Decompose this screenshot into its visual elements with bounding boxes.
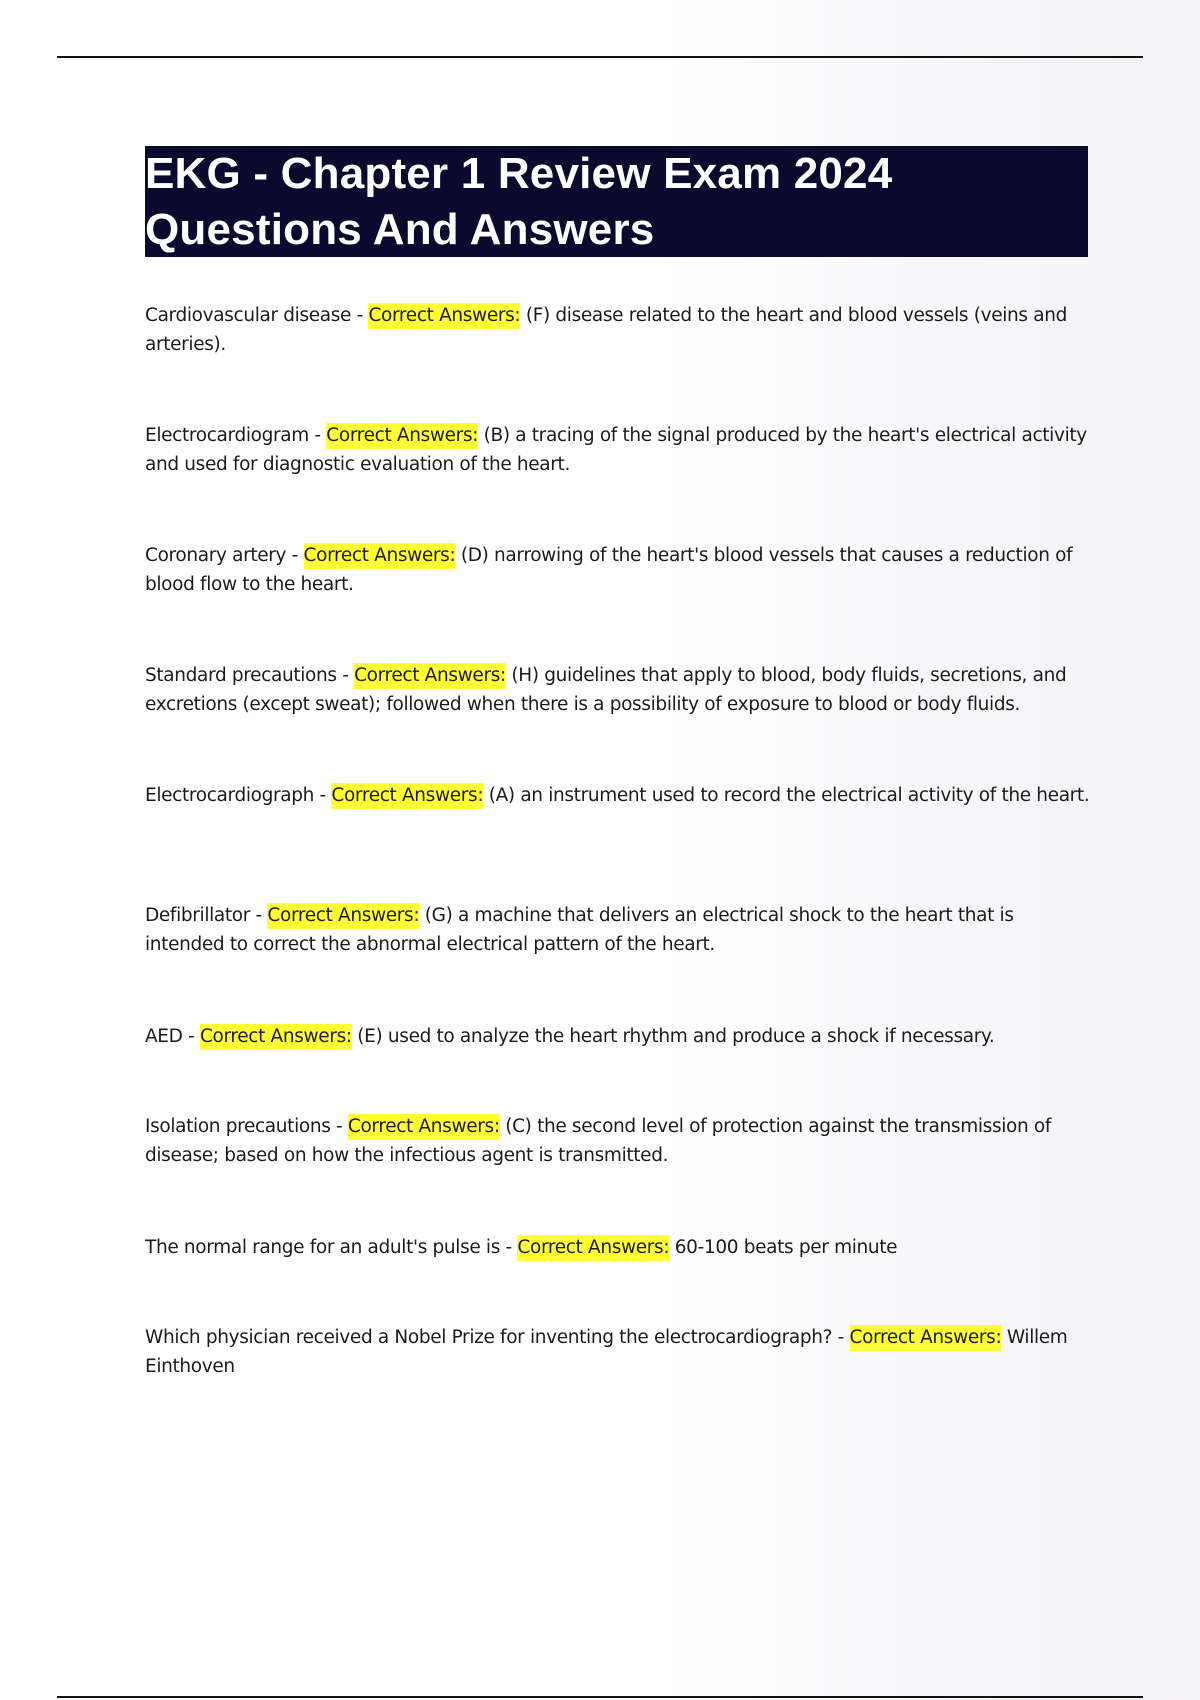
answer-label: Correct Answers:: [267, 903, 419, 929]
answer-label: Correct Answers:: [517, 1235, 669, 1261]
answer-label: Correct Answers:: [348, 1114, 500, 1140]
qa-item: [145, 1323, 1090, 1381]
question-text: The normal range for an adult's pulse is -: [145, 1237, 518, 1258]
answer-label: Correct Answers:: [304, 543, 456, 569]
question-text: Defibrillator -: [145, 905, 268, 926]
top-rule: [57, 56, 1143, 58]
answer-label: Correct Answers:: [354, 663, 506, 689]
qa-item: [145, 541, 1090, 599]
question-text: Coronary artery -: [145, 545, 304, 566]
answer-text: (B) a tracing of the signal produced by the heart's electrical activity and used for diagnostic evaluation of the heart.: [145, 425, 1087, 475]
answer-text: 60-100 beats per minute: [669, 1237, 898, 1258]
qa-item: [145, 1233, 1090, 1262]
qa-item: [145, 901, 1090, 959]
qa-item: [145, 661, 1090, 719]
question-text: Electrocardiogram -: [145, 425, 327, 446]
question-text: Cardiovascular disease -: [145, 305, 369, 326]
answer-label: Correct Answers:: [850, 1325, 1002, 1351]
answer-label: Correct Answers:: [326, 423, 478, 449]
qa-item: [145, 1112, 1090, 1170]
qa-item: [145, 1022, 1090, 1051]
question-text: AED -: [145, 1026, 200, 1047]
question-text: Electrocardiograph -: [145, 785, 332, 806]
answer-text: (F) disease related to the heart and blood vessels (veins and arteries).: [145, 305, 1067, 355]
answer-text: (C) the second level of protection against the transmission of disease; based on how the infectious agent is transmitted.: [145, 1116, 1052, 1166]
question-text: Standard precautions -: [145, 665, 355, 686]
answer-text: (E) used to analyze the heart rhythm and produce a shock if necessary.: [351, 1026, 995, 1047]
question-text: Isolation precautions -: [145, 1116, 348, 1137]
answer-label: Correct Answers:: [331, 783, 483, 809]
answer-text: (H) guidelines that apply to blood, body fluids, secretions, and excretions (except sweat); followed when there is a possibility of exposure to blood or body fluids.: [145, 665, 1067, 715]
answer-text: (D) narrowing of the heart's blood vessels that causes a reduction of blood flow to the heart.: [145, 545, 1073, 595]
question-text: Which physician received a Nobel Prize for inventing the electrocardiograph? -: [145, 1327, 850, 1348]
bottom-rule: [57, 1696, 1143, 1698]
qa-item: [145, 301, 1090, 359]
document-title: EKG - Chapter 1 Review Exam 2024 Questions And Answers: [145, 149, 893, 254]
qa-item: [145, 421, 1090, 479]
qa-item: [145, 781, 1090, 810]
answer-text: (A) an instrument used to record the electrical activity of the heart.: [483, 785, 1090, 806]
answer-label: Correct Answers:: [200, 1024, 352, 1050]
answer-text: Willem Einthoven: [145, 1327, 1068, 1377]
answer-label: Correct Answers:: [368, 303, 520, 329]
answer-text: (G) a machine that delivers an electrical shock to the heart that is intended to correct the abnormal electrical pattern of the heart.: [145, 905, 1014, 955]
